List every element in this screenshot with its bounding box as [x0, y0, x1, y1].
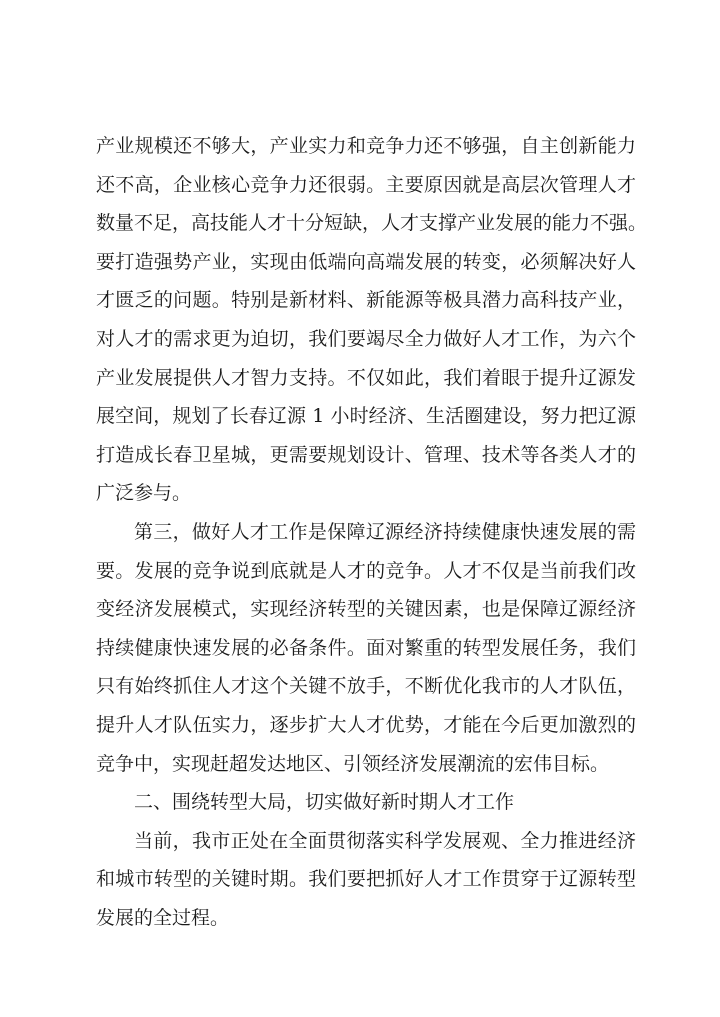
text-line: 和城市转型的关键时期。我们要把抓好人才工作贯穿于辽源转型 — [96, 868, 636, 891]
heading-line: 二、围绕转型大局，切实做好新时期人才工作 — [134, 791, 515, 814]
paragraph-3 — [96, 822, 636, 938]
text-line: 对人才的需求更为迫切，我们要竭尽全力做好人才工作，为六个 — [96, 327, 636, 350]
text-line: 产业规模还不够大，产业实力和竞争力还不够强，自主创新能力 — [96, 135, 636, 157]
text-line: 当前，我市正处在全面贯彻落实科学发展观、全力推进经济 — [134, 829, 636, 852]
text-line: 展空间，规划了长春辽源 1 小时经济、生活圈建设，努力把辽源 — [96, 405, 636, 428]
paragraph-1 — [96, 127, 648, 513]
text-line: 产业发展提供人才智力支持。不仅如此，我们着眼于提升辽源发 — [96, 366, 636, 389]
text-line: 才匮乏的问题。特别是新材料、新能源等极具潜力高科技产业， — [96, 289, 636, 312]
document-page — [96, 127, 648, 937]
text-line: 要。发展的竞争说到底就是人才的竞争。人才不仅是当前我们改 — [96, 559, 636, 582]
text-line: 提升人才队伍实力，逐步扩大人才优势，才能在今后更加激烈的 — [96, 713, 636, 736]
text-line: 广泛参与。 — [96, 482, 192, 505]
text-line: 打造成长春卫星城，更需要规划设计、管理、技术等各类人才的 — [96, 443, 636, 466]
text-line: 只有始终抓住人才这个关键不放手，不断优化我市的人才队伍， — [96, 675, 636, 698]
text-line: 第三，做好人才工作是保障辽源经济持续健康快速发展的需 — [134, 520, 636, 543]
text-line: 变经济发展模式，实现经济转型的关键因素，也是保障辽源经济 — [96, 598, 636, 621]
text-line: 持续健康快速发展的必备条件。面对繁重的转型发展任务，我们 — [96, 636, 636, 659]
paragraph-2 — [96, 513, 636, 783]
text-line: 要打造强势产业，实现由低端向高端发展的转变，必须解决好人 — [96, 250, 636, 273]
text-line: 还不高，企业核心竞争力还很弱。主要原因就是高层次管理人才 — [96, 173, 636, 196]
text-line: 数量不足，高技能人才十分短缺，人才支撑产业发展的能力不强。 — [96, 212, 648, 235]
section-heading — [96, 783, 636, 822]
text-line: 竞争中，实现赶超发达地区、引领经济发展潮流的宏伟目标。 — [96, 752, 610, 775]
text-line: 发展的全过程。 — [96, 906, 230, 929]
